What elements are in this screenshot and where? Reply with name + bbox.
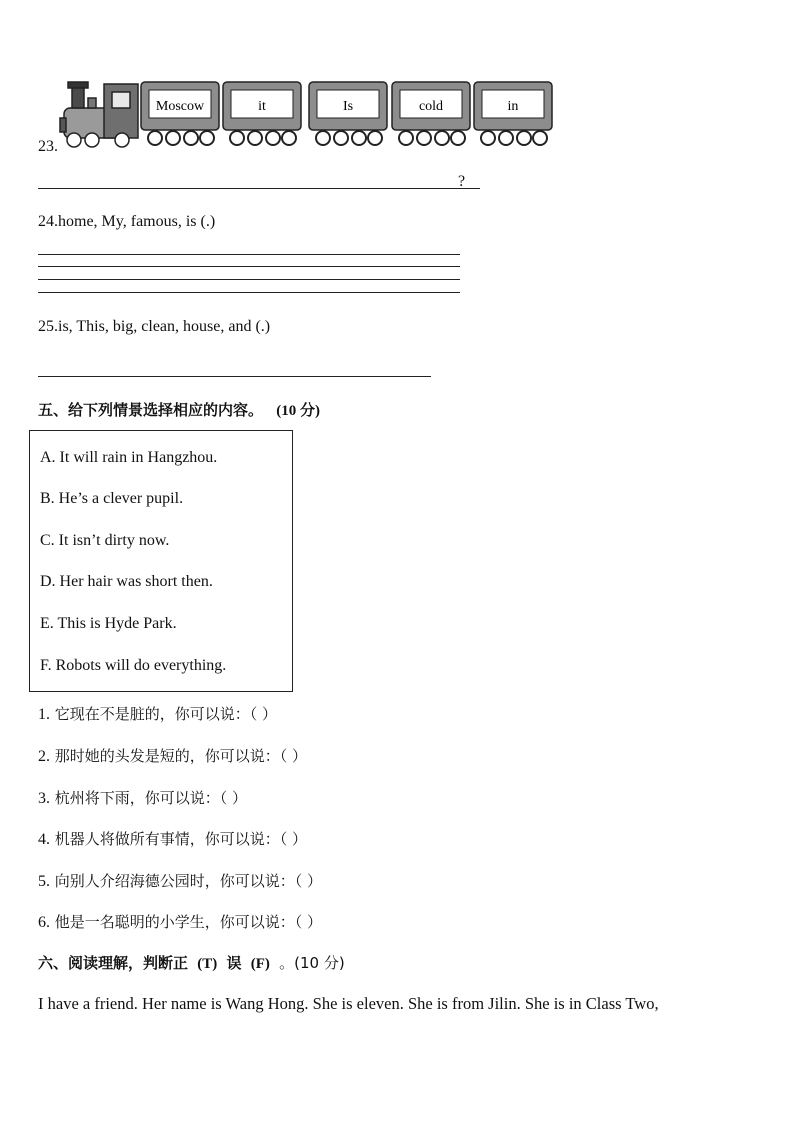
wheel-icon	[499, 131, 513, 145]
situation-text[interactable]: 那时她的头发是短的，你可以说：（ ）	[54, 747, 308, 765]
situation-text[interactable]: 机器人将做所有事情，你可以说：（ ）	[54, 830, 308, 848]
section-5-heading	[38, 399, 320, 420]
question-23-end-mark: ?	[458, 173, 466, 190]
situation-question: 2. 那时她的头发是短的，你可以说：（ ）	[38, 747, 308, 765]
train-wagon	[223, 82, 301, 145]
section-6-heading: 六、阅读理解，判断正 (T) 误 (F) 。(10 分)	[38, 954, 345, 972]
answer-line-24a[interactable]	[38, 254, 460, 255]
wagon-word: it	[258, 99, 266, 114]
situation-text[interactable]: 他是一名聪明的小学生，你可以说：（ ）	[54, 913, 323, 931]
locomotive-icon	[60, 82, 138, 147]
situation-question: 1. 它现在不是脏的，你可以说：（ ）	[38, 705, 278, 723]
wheel-icon	[230, 131, 244, 145]
situation-text[interactable]: 杭州将下雨，你可以说：（ ）	[54, 789, 248, 807]
situation-question: 3. 杭州将下雨，你可以说：（ ）	[38, 789, 248, 807]
options-box	[29, 430, 293, 692]
train-wagon	[392, 82, 470, 145]
wheel-icon	[282, 131, 296, 145]
wagon-word: Is	[342, 99, 354, 114]
question-25-label: 25.is, This, big, clean, house, and (.)	[38, 318, 271, 335]
wheel-icon	[399, 131, 413, 145]
wheel-icon	[352, 131, 366, 145]
wheel-icon	[481, 131, 495, 145]
answer-line-24d[interactable]	[38, 292, 460, 293]
wheel-icon	[148, 131, 162, 145]
wheel-icon	[200, 131, 214, 145]
situation-question: 6. 他是一名聪明的小学生，你可以说：（ ）	[38, 913, 323, 931]
wheel-icon	[435, 131, 449, 145]
wheel-icon	[368, 131, 382, 145]
question-24-label: 24.home, My, famous, is (.)	[38, 213, 216, 230]
wheel-icon	[334, 131, 348, 145]
situation-question: 5. 向别人介绍海德公园时，你可以说：（ ）	[38, 872, 323, 890]
section-5-title: 五、给下列情景选择相应的内容。	[38, 401, 264, 419]
question-23-number: 23.	[38, 138, 58, 155]
answer-line-23[interactable]	[38, 188, 480, 189]
wheel-icon	[166, 131, 180, 145]
situation-text[interactable]: 向别人介绍海德公园时，你可以说：（ ）	[54, 872, 323, 890]
answer-line-24c[interactable]	[38, 279, 460, 280]
option-c: C. It isn’t dirty now.	[40, 532, 170, 549]
option-f: F. Robots will do everything.	[40, 657, 227, 674]
situation-text[interactable]: 它现在不是脏的，你可以说：（ ）	[54, 705, 278, 723]
wagon-word: cold	[418, 99, 444, 114]
wagon-word: in	[507, 99, 519, 114]
train-wagon	[141, 82, 219, 145]
option-e: E. This is Hyde Park.	[40, 615, 177, 632]
wheel-icon	[316, 131, 330, 145]
wheel-icon	[248, 131, 262, 145]
wagon-word: Moscow	[155, 99, 205, 114]
option-a: A. It will rain in Hangzhou.	[40, 449, 218, 466]
answer-line-25[interactable]	[38, 376, 431, 377]
wheel-icon	[451, 131, 465, 145]
answer-line-24b[interactable]	[38, 266, 460, 267]
option-d: D. Her hair was short then.	[40, 573, 213, 590]
train-wagon	[309, 82, 387, 145]
passage-line: I have a friend. Her name is Wang Hong. She is eleven. She is from Jilin. She is in Class Two,	[38, 994, 659, 1013]
section-5-score: (10 分)	[276, 403, 320, 419]
train-illustration	[58, 78, 558, 152]
wheel-icon	[417, 131, 431, 145]
situation-question: 4. 机器人将做所有事情，你可以说：（ ）	[38, 830, 308, 848]
wheel-icon	[184, 131, 198, 145]
wheel-icon	[533, 131, 547, 145]
wheel-icon	[266, 131, 280, 145]
option-b: B. He’s a clever pupil.	[40, 490, 184, 507]
wheel-icon	[517, 131, 531, 145]
train-wagon	[474, 82, 552, 145]
